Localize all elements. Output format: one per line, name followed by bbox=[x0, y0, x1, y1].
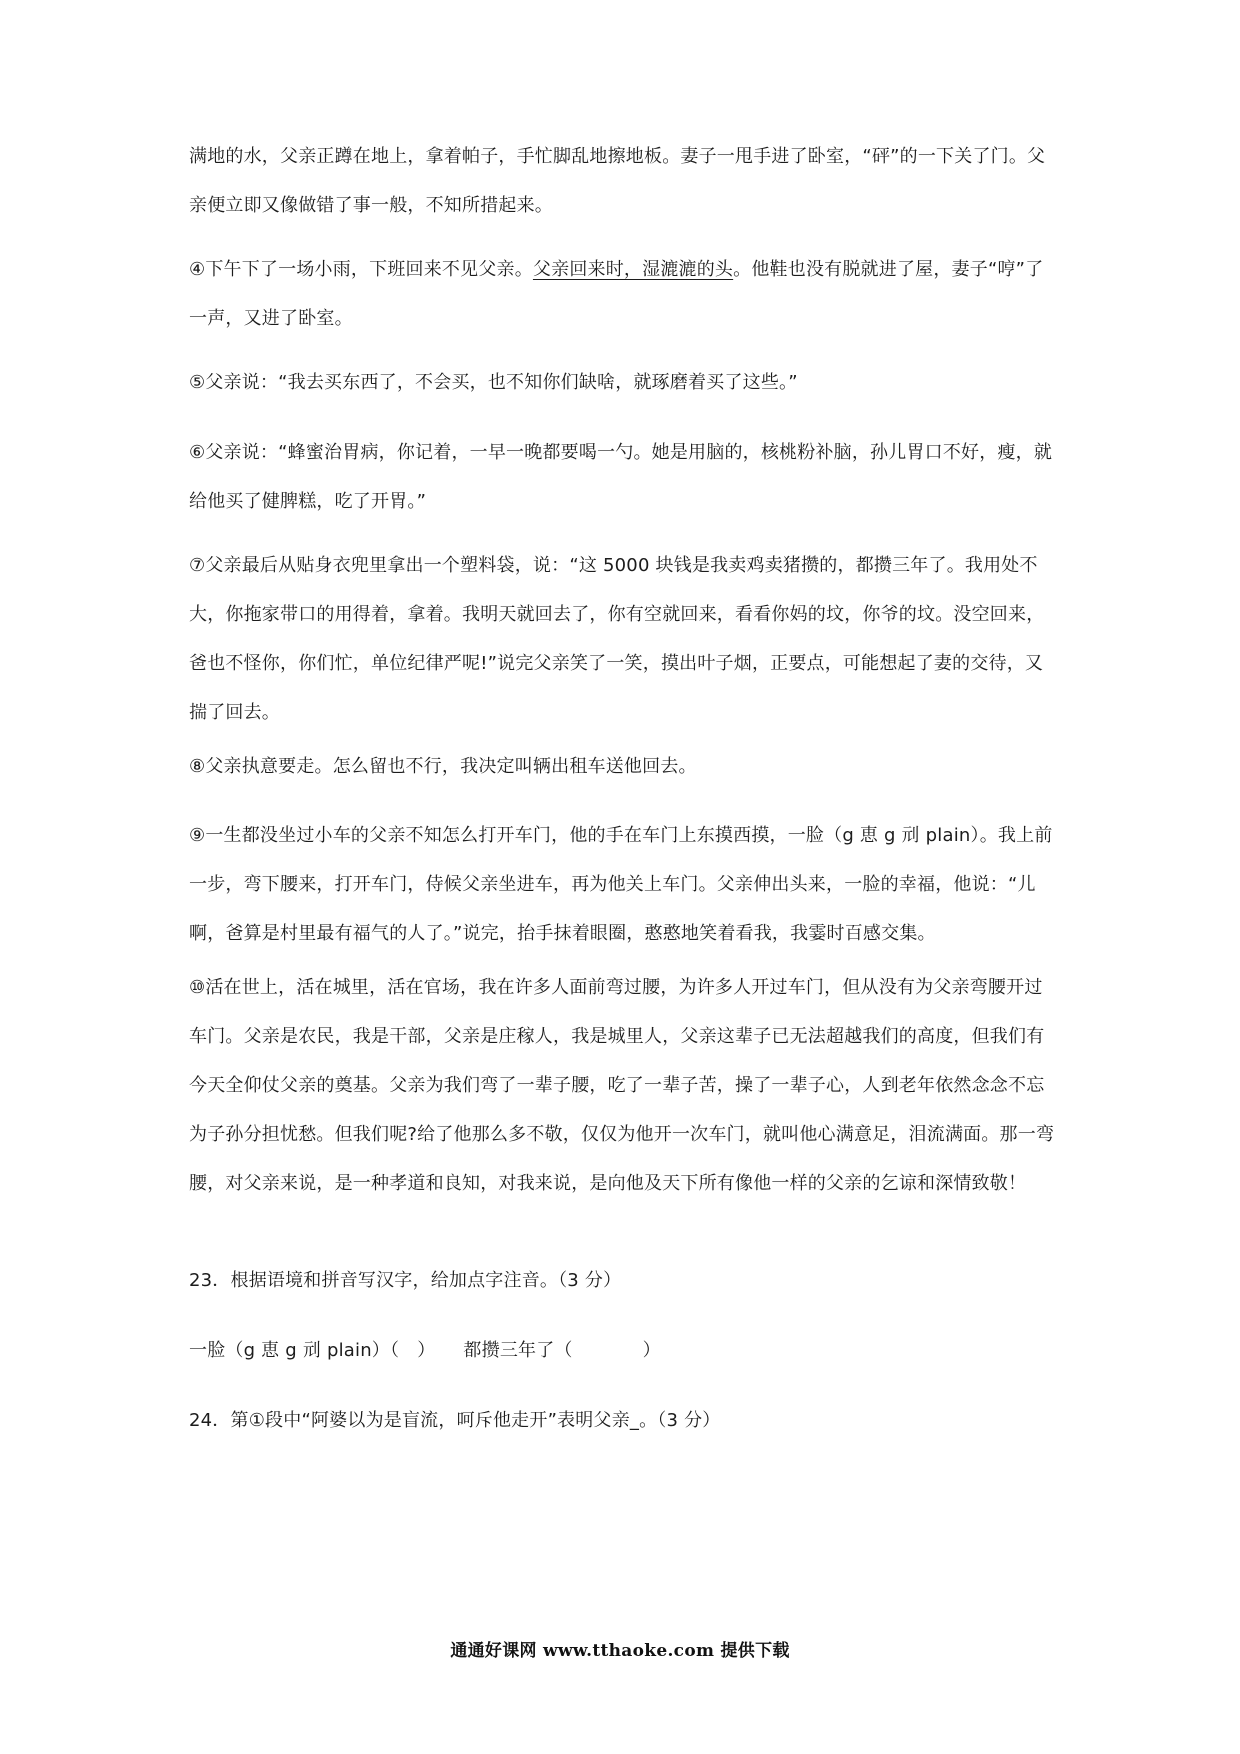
paragraph-3-text: 满地的水，父亲正蹲在地上，拿着帕子，手忙脚乱地擦地板。妻子一甩手进了卧室，“砰”的一下关了门。父亲便立即又像做错了事一般，不知所措起来。 bbox=[189, 146, 1046, 216]
paragraph-6-text: ⑥父亲说：“蜂蜜治胃病，你记着，一早一晚都要喝一勺。她是用脑的，核桃粉补脑，孙儿胃口不好，瘦，就给他买了健脾糕，吃了开胃。” bbox=[189, 442, 1053, 512]
paragraph-10-text: ⑩活在世上，活在城里，活在官场，我在许多人面前弯过腰，为许多人开过车门，但从没有为父亲弯腰开过车门。父亲是农民，我是干部，父亲是庄稼人，我是城里人，父亲这辈子已无法超越我们的高度，但我们有今天全仰仗父亲的奠基。父亲为我们弯了一辈子腰，吃了一辈子苦，操了一辈子心，人到老年依然念念不忘为子孙分担忧愁。但我们呢?给了他那么多不敬，仅仅为他开一次车门，就叫他心满意足，泪流满面。那一弯腰，对父亲来说，是一种孝道和良知，对我来说，是向他及天下所有像他一样的父亲的乞谅和深情致敬！ bbox=[189, 977, 1055, 1194]
question-23-item1-close: ） bbox=[417, 1340, 436, 1361]
question-23-title bbox=[189, 1256, 1059, 1305]
paragraph-5 bbox=[189, 358, 1059, 407]
paragraph-10 bbox=[189, 963, 1059, 1208]
footer-text: 通通好课网 www.tthaoke.com 提供下载 bbox=[450, 1641, 790, 1661]
page-footer bbox=[0, 1636, 1240, 1661]
paragraph-6 bbox=[189, 428, 1059, 526]
question-24-text: 24．第①段中“阿婆以为是盲流，呵斥他走开”表明父亲_。（3 分） bbox=[189, 1410, 721, 1431]
paragraph-4-underlined: 父亲回来时，湿漉漉的头 bbox=[532, 259, 734, 280]
paragraph-7 bbox=[189, 541, 1059, 737]
paragraph-4 bbox=[189, 245, 1059, 343]
paragraph-4-end: 。他鞋也没有脱就进了屋，妻子“哼”了一声，又进了卧室。 bbox=[189, 259, 1044, 329]
paragraph-9 bbox=[189, 811, 1059, 958]
paragraph-5-text: ⑤父亲说：“我去买东西了，不会买，也不知你们缺啥，就琢磨着买了这些。” bbox=[189, 372, 798, 393]
paragraph-8-text: ⑧父亲执意要走。怎么留也不行，我决定叫辆出租车送他回去。 bbox=[189, 756, 697, 777]
paragraph-9-text: ⑨一生都没坐过小车的父亲不知怎么打开车门，他的手在车门上东摸西摸，一脸（g 恵 g 刓 plain）。我上前一步，弯下腰来，打开车门，侍候父亲坐进车，再为他关上车门。父亲伸出头来，一脸的幸福，他说：“儿啊，爸算是村里最有福气的人了。”说完，抬手抹着眼圈，憨憨地笑着看我，我霎时百感交集。 bbox=[189, 825, 1053, 944]
question-23-item2: 都攒三年了（ bbox=[463, 1340, 573, 1361]
question-23-item2-close: ） bbox=[642, 1340, 661, 1361]
paragraph-8 bbox=[189, 742, 1059, 791]
question-23-answers bbox=[189, 1326, 1059, 1375]
paragraph-7-text: ⑦父亲最后从贴身衣兜里拿出一个塑料袋，说：“这 5000 块钱是我卖鸡卖猪攒的，都攒三年了。我用处不大，你拖家带口的用得着，拿着。我明天就回去了，你有空就回来，看看你妈的坟，你爷的坟。没空回来，爸也不怪你，你们忙，单位纪律严呢!”说完父亲笑了一笑，摸出叶子烟，正要点，可能想起了妻的交待，又揣了回去。 bbox=[189, 555, 1045, 723]
question-23-item1: 一脸（g 恵 g 刓 plain）（ bbox=[189, 1340, 400, 1361]
question-24-title bbox=[189, 1396, 1059, 1445]
paragraph-3-tail bbox=[189, 132, 1059, 230]
question-23-text: 23．根据语境和拼音写汉字，给加点字注音。（3 分） bbox=[189, 1270, 622, 1291]
paragraph-4-start: ④下午下了一场小雨，下班回来不见父亲。 bbox=[189, 259, 533, 280]
